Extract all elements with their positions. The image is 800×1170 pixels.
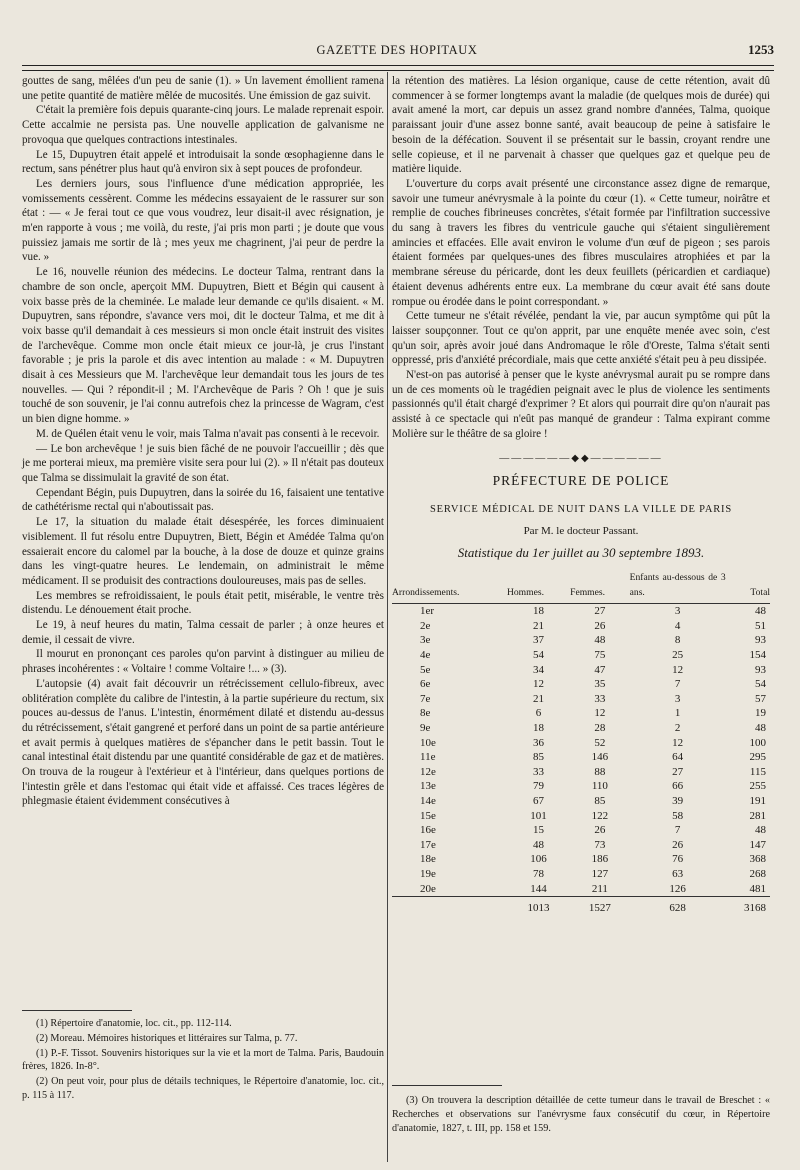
paragraph: N'est-on pas autorisé à penser que le kyste anévrysmal aurait pu se rompre dans un de ces moments où le tragédien peignait avec le plus de violence les sentiments passionnés qu'il était chargé d'exprimer ? Et alors qui pourrait dire qu'on n'aurait pas assisté à ce spectacle qui n'eût pas manqué de grandeur : Talma expirant comme Molière sur le théâtre de sa gloire !: [392, 369, 770, 440]
table-cell: 2: [674, 722, 681, 735]
paragraph: Le 17, la situation du malade était désespérée, les forces diminuaient visiblement. Il fut résolu entre Dupuytren, Biett, Bégin et Amédée Talma qu'on essaierait encore du calomel par la bouche, à la dose de douze et quinze grains dans les vingt-quatre heures. Le lendemain, on administrait le même médicament. Il se produisit des contractions douloureuses, mais pas de selles.: [22, 516, 384, 587]
table-cell: 37: [533, 634, 545, 647]
column-header: Hommes.: [507, 571, 570, 604]
table-cell: 191: [749, 795, 766, 807]
table-cell: 146: [591, 751, 609, 764]
table-cell: 52: [594, 736, 606, 749]
table-cell: 18: [533, 605, 545, 618]
column-header: Total: [726, 571, 770, 604]
statistics-title: Statistique du 1er juillet au 30 septembre 1893.: [457, 545, 705, 561]
footnote-rule: [22, 1010, 132, 1011]
table-cell: 36: [533, 736, 545, 749]
table-cell: 106: [530, 853, 547, 866]
paragraph: M. de Quélen était venu le voir, mais Talma n'avait pas consenti à le recevoir.: [36, 427, 380, 440]
table-cell: 75: [594, 649, 606, 662]
section-author: Par M. le docteur Passant.: [523, 524, 639, 537]
table-header-row: [392, 571, 770, 604]
table-cell: 48: [755, 605, 766, 618]
column-header: Arrondissements.: [392, 571, 507, 604]
table-cell: 8: [674, 634, 681, 647]
table-total-cell: 628: [630, 897, 726, 916]
right-column: [392, 74, 770, 916]
paragraph: — Le bon archevêque ! je suis bien fâché de ne pouvoir l'accueillir ; dès que je me porterai mieux, ma première visite sera pour lui (2). » Il n'était pas douteux que Talma se dissimulait la gravité de son état.: [22, 442, 384, 484]
table-total-cell: 1527: [570, 897, 630, 916]
table-row: [392, 852, 770, 867]
table-row: [392, 677, 770, 692]
table-cell: 144: [530, 882, 547, 895]
section-title: PRÉFECTURE DE POLICE: [492, 473, 670, 489]
table-row: [392, 619, 770, 634]
table-cell: 26: [594, 824, 606, 837]
right-footnotes: [392, 1085, 770, 1135]
table-cell: 66: [672, 780, 684, 793]
table-cell: 26: [594, 619, 606, 632]
table-cell: 3: [674, 605, 681, 618]
table-row: [392, 823, 770, 838]
table-cell: 2e: [420, 619, 431, 632]
header-rule: [22, 65, 774, 71]
table-cell: 51: [755, 619, 766, 632]
table-cell: 19e: [420, 867, 436, 880]
table-cell: 14e: [420, 795, 436, 807]
table-cell: 12: [672, 736, 684, 749]
paragraph: Les membres se refroidissaient, le pouls était petit, misérable, le ventre très distendu. Le dénouement était proche.: [22, 589, 384, 617]
table-cell: 15: [533, 824, 545, 837]
paragraph: gouttes de sang, mêlées d'un peu de sanie (1). » Un lavement émollient ramena une petite quantité de matière mêlée de mucosités. Une émission de gaz suivit.: [22, 75, 384, 102]
table-cell: 101: [530, 809, 547, 822]
table-cell: 20e: [420, 882, 436, 895]
table-row: [392, 721, 770, 736]
table-cell: 35: [594, 678, 606, 691]
table-cell: 57: [755, 692, 766, 705]
table-cell: 481: [749, 882, 766, 895]
table-cell: 6e: [420, 678, 431, 691]
table-cell: 48: [533, 838, 545, 851]
table-cell: 25: [672, 649, 684, 662]
table-row: [392, 633, 770, 648]
table-cell: 1: [674, 707, 681, 720]
table-total-cell: 1013: [507, 897, 570, 916]
table-cell: 88: [594, 765, 606, 778]
table-cell: 93: [755, 663, 766, 676]
table-cell: 4e: [420, 649, 431, 662]
table-cell: 19: [755, 707, 766, 720]
table-cell: 211: [591, 882, 608, 895]
table-cell: 281: [749, 809, 766, 822]
table-cell: 126: [669, 882, 686, 895]
table-cell: 21: [533, 692, 545, 705]
table-cell: 186: [591, 853, 609, 866]
table-cell: 18e: [420, 853, 436, 866]
left-footnotes: [22, 1010, 384, 1104]
table-row: [392, 779, 770, 794]
ornament-divider: ——————◆◆——————: [499, 452, 663, 464]
table-cell: 3: [674, 692, 681, 705]
paragraph: la rétention des matières. La lésion organique, cause de cette rétention, avait dû commencer à se former longtemps avant la maladie (de quelques mois de durée) qui avait amené la mort, car depuis un assez grand nombre d'années, Talma, quoique paraissant jouir d'une assez bonne santé, avait beaucoup de peine à satisfaire le besoin de la défécation. Souvent il se présentait sur le bassin, croyant rendre une selle copieuse, et il ne parvenait à chasser que quelques gaz et quelque peu de matière liquide.: [392, 75, 770, 176]
table-total-cell: [392, 897, 507, 916]
paragraph: Cette tumeur ne s'était révélée, pendant la vie, par aucun symptôme qui pût la laisser soupçonner. Tout ce qu'on apprit, par une enquête menée avec soin, c'est qu'un soir, après avoir joué dans Andromaque le rôle d'Oreste, Talma s'était senti oppressé, pris d'anxiété précordiale, mais que cette anxiété s'était peu à peu dissipée.: [392, 310, 770, 367]
table-cell: 48: [594, 634, 606, 647]
table-row: [392, 736, 770, 751]
table-cell: 93: [755, 634, 766, 647]
table-cell: 8e: [420, 707, 431, 720]
table-cell: 368: [749, 853, 766, 866]
table-row: [392, 809, 770, 824]
statistics-table: [392, 571, 770, 916]
footnote: (2) On peut voir, pour plus de détails techniques, le Répertoire d'anatomie, loc. cit., p. 115 à 117.: [22, 1076, 384, 1101]
table-row: [392, 706, 770, 721]
footnote: (2) Moreau. Mémoires historiques et littéraires sur Talma, p. 77.: [36, 1032, 298, 1044]
table-cell: 12: [533, 678, 545, 691]
footnote: (1) P.-F. Tissot. Souvenirs historiques sur la vie et la mort de Talma. Paris, Baudouin frères, 1826. In-8°.: [22, 1047, 384, 1073]
table-cell: 47: [594, 663, 606, 676]
paragraph: Le 19, à neuf heures du matin, Talma cessait de parler ; à onze heures et demie, il cessait de vivre.: [22, 619, 384, 646]
table-row: [392, 765, 770, 780]
table-cell: 7: [674, 678, 681, 691]
table-row: [392, 882, 770, 897]
table-cell: 4: [674, 619, 681, 632]
table-cell: 268: [749, 867, 766, 880]
table-cell: 13e: [420, 780, 436, 793]
paragraph: Les derniers jours, sous l'influence d'une médication appropriée, les vomissements cessèrent. Comme les médecins essayaient de le rassurer sur son état : — « Je ferai tout ce que vous voudrez, leur disait-il avec résignation, je m'en rapporte à vous ; me voilà, du reste, j'ai pris mon parti ; je doute que vous puissiez jamais me sortir de là ; mes yeux me chagrinent, j'ai peur de perdre la vue. »: [22, 177, 384, 264]
table-cell: 17e: [420, 838, 436, 851]
table-cell: 5e: [420, 663, 431, 676]
table-cell: 34: [533, 663, 545, 676]
page-number: 1253: [748, 42, 774, 57]
table-cell: 7: [674, 824, 681, 837]
table-cell: 154: [749, 649, 766, 662]
table-cell: 26: [672, 838, 684, 851]
table-cell: 12: [594, 707, 606, 720]
table-cell: 7e: [420, 692, 431, 705]
footnote: (1) Répertoire d'anatomie, loc. cit., pp. 112-114.: [36, 1018, 232, 1029]
table-row: [392, 604, 770, 619]
table-cell: 115: [749, 765, 766, 778]
table-cell: 3e: [420, 634, 431, 647]
table-cell: 78: [533, 867, 545, 880]
table-cell: 100: [749, 736, 766, 749]
table-cell: 15e: [420, 809, 436, 822]
paragraph: Le 16, nouvelle réunion des médecins. Le docteur Talma, rentrant dans la chambre de son oncle, aperçoit MM. Dupuytren, Biett et Bégin qui causent à voix basse près de la cheminée. Le malade leur demande ce qu'ils disaient. « M. Dupuytren, sans répondre, s'avance vers moi, dit le docteur Talma, et me dit à voix basse qu'il demandait à ces messieurs si mon oncle était instruit des visites de l'archevêque. Comme mon oncle était mieux ce jour-là, je crus l'instant favorable ; je pris la parole et dis avec intention au malade : « M. Dupuytren disait à ces Messieurs que M. l'archevêque leur demandait tous les jours de tes nouvelles. — Qui ? répondit-il ; M. l'Archevêque de Paris ? Oh ! que je suis touché de son souvenir, je l'ai connu autrefois chez la princesse de Wagram, c'est un bien digne homme. »: [22, 266, 384, 426]
journal-title: GAZETTE DES HOPITAUX: [316, 43, 478, 57]
table-row: [392, 750, 770, 765]
table-cell: 16e: [420, 824, 436, 837]
table-cell: 12e: [420, 765, 436, 778]
table-row: [392, 663, 770, 678]
table-total-cell: 3168: [726, 897, 770, 916]
table-cell: 1er: [420, 605, 435, 618]
table-cell: 76: [672, 853, 684, 866]
paragraph: L'autopsie (4) avait fait découvrir un rétrécissement cellulo-fibreux, avec oblitération complète du calibre de l'intestin, à la partie supérieure du rectum, six pouces au-dessus de l'anus. L'intestin, énormément dilaté et distendu au-dessus du rétrécissement, s'était gangrené et perforé dans un point de sa partie antérieure et avait permis à quelques matières de s'épancher dans le petit bassin. Tout le canal intestinal était distendu par une quantité considérable de gaz et de matières. On trouva de la rougeur à l'extérieur et à l'intérieur, dans quelques portions de l'intestin grêle et dans l'estomac qui était vide et affaissé. Ces traces légères de phlegmasie étaient évidemment consécutives à: [22, 677, 384, 808]
table-cell: 85: [594, 795, 606, 807]
table-cell: 48: [755, 824, 766, 837]
table-cell: 67: [533, 795, 545, 807]
table-cell: 73: [594, 838, 606, 851]
paragraph: Cependant Bégin, puis Dupuytren, dans la soirée du 16, faisaient une tentative de cathétérisme rectal qui n'aboutissait pas.: [22, 486, 384, 514]
table-row: [392, 692, 770, 707]
table-cell: 10e: [420, 736, 436, 749]
table-cell: 18: [533, 722, 545, 735]
paragraph: L'ouverture du corps avait présenté une circonstance assez digne de remarque, savoir une tumeur anévrysmale à la pointe du cœur (1). « Cette tumeur, noirâtre et remplie de couches fibrineuses concrètes, s'était formée par l'infiltration successive du sang à travers les fibres du ventricule gauche qui s'étaient singulièrement amincies et effacées. Elle avait environ le volume d'un œuf de pigeon ; ses parois étaient formées par quelques-unes des fibres musculaires atrophiées et par la membrane séreuse du péricarde, dont les deux feuillets (péricardien et cardiaque) étaient devenus adhérents entre eux. La membrane du cœur avait été sans doute rompue ou érodée dans le point correspondant. »: [392, 177, 770, 308]
table-cell: 6: [535, 707, 542, 720]
table-cell: 79: [533, 780, 545, 793]
section-subtitle: SERVICE MÉDICAL DE NUIT DANS LA VILLE DE PARIS: [430, 503, 732, 515]
column-divider: [387, 72, 388, 1162]
table-cell: 21: [533, 619, 545, 632]
paragraph: Le 15, Dupuytren était appelé et introduisait la sonde œsophagienne dans le rectum, sans pénétrer plus haut qu'à environ six à sept pouces de profondeur.: [22, 148, 384, 176]
table-cell: 27: [594, 605, 606, 618]
table-cell: 110: [591, 780, 608, 793]
paragraph: Il mourut en prononçant ces paroles qu'on parvint à distinguer au milieu de phrases incohérentes : « Voltaire ! comme Voltaire !... » (3).: [22, 648, 384, 676]
table-cell: 127: [591, 867, 609, 880]
table-cell: 255: [749, 780, 766, 793]
left-column: [22, 74, 384, 809]
table-cell: 27: [672, 765, 684, 778]
table-row: [392, 867, 770, 882]
table-cell: 33: [533, 765, 545, 778]
paragraph: C'était la première fois depuis quarante-cinq jours. Le malade reprenait espoir. Cette accalmie ne persista pas. Une nouvelle application de galvanisme ne provoqua que quelques contractions intestinales.: [22, 104, 384, 146]
table-cell: 147: [749, 838, 766, 851]
table-cell: 54: [755, 678, 766, 691]
table-row: [392, 794, 770, 809]
table-cell: 64: [672, 751, 684, 764]
table-total-row: [392, 897, 770, 916]
footnote: (3) On trouvera la description détaillée de cette tumeur dans le travail de Breschet : « Recherches et observations sur l'anévrysme faux consécutif du cœur, in Répertoire d'anatomie, 1827, t. III, pp. 158 et 159.: [392, 1095, 770, 1134]
table-cell: 11e: [420, 751, 436, 764]
table-cell: 48: [755, 722, 766, 735]
table-cell: 39: [672, 795, 684, 807]
table-cell: 28: [594, 722, 606, 735]
footnote-rule: [392, 1085, 502, 1086]
table-cell: 33: [594, 692, 606, 705]
table-cell: 54: [533, 649, 545, 662]
table-cell: 122: [591, 809, 609, 822]
page-header: [20, 40, 774, 62]
column-header: Femmes.: [570, 571, 630, 604]
table-body: [392, 604, 770, 916]
table-cell: 12: [672, 663, 684, 676]
table-cell: 58: [672, 809, 684, 822]
column-header: Enfants au-dessous de 3 ans.: [630, 571, 726, 604]
table-cell: 9e: [420, 722, 431, 735]
table-row: [392, 838, 770, 853]
table-cell: 85: [533, 751, 545, 764]
table-row: [392, 648, 770, 663]
table-cell: 63: [672, 867, 684, 880]
table-cell: 295: [749, 751, 766, 764]
